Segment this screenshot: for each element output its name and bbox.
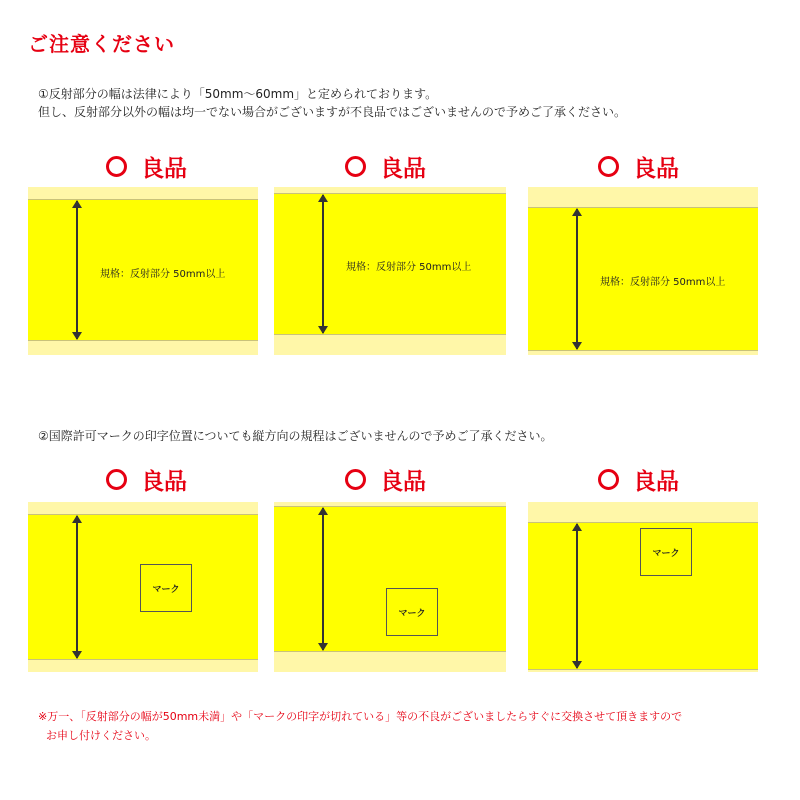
good-label-4 xyxy=(106,463,187,496)
footnote-line-1: ※万一、「反射部分の幅が50mm未満」や「マークの印字が切れている」等の不良がございましたらすぐに交換させて頂きますので xyxy=(38,710,683,723)
circle-icon xyxy=(106,469,127,490)
double-arrow-icon xyxy=(322,195,324,333)
double-arrow-icon xyxy=(576,209,578,349)
good-text: 良品 xyxy=(141,156,187,182)
note-1 xyxy=(38,85,626,121)
mark-box: マーク xyxy=(140,564,192,612)
good-text: 良品 xyxy=(380,156,426,182)
circle-icon xyxy=(345,156,366,177)
double-arrow-icon xyxy=(576,524,578,668)
note-1-line-1: ①反射部分の幅は法律により「50mm〜60mm」と定められております。 xyxy=(38,87,438,101)
note-2 xyxy=(38,427,553,445)
good-text: 良品 xyxy=(633,469,679,495)
sample-5 xyxy=(274,502,506,672)
mark-box: マーク xyxy=(640,528,692,576)
footnote-line-2: お申し付けください。 xyxy=(46,729,156,742)
good-label-1 xyxy=(106,150,187,183)
note-2-line-1: ②国際許可マークの印字位置についても縦方向の規程はございませんので予めご了承ください。 xyxy=(38,429,553,443)
spec-label: 規格：反射部分 50mm以上 xyxy=(346,262,472,273)
good-label-5 xyxy=(345,463,426,496)
page-title: ご注意ください xyxy=(28,32,175,56)
mark-box: マーク xyxy=(386,588,438,636)
good-text: 良品 xyxy=(633,156,679,182)
good-label-3 xyxy=(598,150,679,183)
good-label-6 xyxy=(598,463,679,496)
double-arrow-icon xyxy=(322,508,324,650)
sample-4 xyxy=(28,502,258,672)
sample-3 xyxy=(528,187,758,355)
footnote xyxy=(38,707,682,745)
circle-icon xyxy=(106,156,127,177)
circle-icon xyxy=(598,156,619,177)
circle-icon xyxy=(345,469,366,490)
good-label-2 xyxy=(345,150,426,183)
sample-6 xyxy=(528,502,758,672)
note-1-line-2: 但し、反射部分以外の幅は均一でない場合がございますが不良品ではございませんので予めご了承ください。 xyxy=(38,105,627,119)
circle-icon xyxy=(598,469,619,490)
double-arrow-icon xyxy=(76,201,78,339)
good-text: 良品 xyxy=(380,469,426,495)
sample-2 xyxy=(274,187,506,355)
double-arrow-icon xyxy=(76,516,78,658)
good-text: 良品 xyxy=(141,469,187,495)
sample-1 xyxy=(28,187,258,355)
spec-label: 規格：反射部分 50mm以上 xyxy=(600,277,726,288)
spec-label: 規格：反射部分 50mm以上 xyxy=(100,269,226,280)
